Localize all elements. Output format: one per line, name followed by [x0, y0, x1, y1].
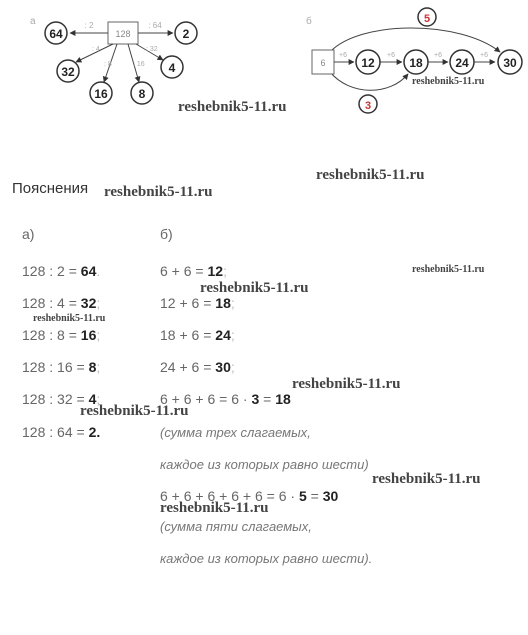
- col-a-line: 128 : 16 = 8;: [22, 359, 101, 375]
- watermark: reshebnik5-11.ru: [372, 471, 481, 487]
- watermark: reshebnik5-11.ru: [80, 403, 189, 419]
- edge-label-4: : 4: [92, 46, 100, 53]
- col-b-line: 12 + 6 = 18;: [160, 295, 235, 311]
- step-label-2: +6: [387, 52, 395, 59]
- step-label-1: +6: [339, 52, 347, 59]
- watermark: reshebnik5-11.ru: [178, 99, 287, 115]
- node-24: 24: [455, 56, 469, 70]
- center-value: 128: [115, 29, 131, 39]
- node-8: 8: [138, 87, 146, 101]
- bottom-arc: [330, 72, 408, 90]
- note-five-terms: (сумма пяти слагаемых,: [160, 519, 312, 534]
- watermark: reshebnik5-11.ru: [104, 184, 213, 200]
- watermark: reshebnik5-11.ru: [412, 76, 485, 87]
- node-2: 2: [182, 27, 190, 41]
- diagram-a-label: a: [30, 16, 36, 27]
- edge-label-32: : 32: [146, 46, 158, 53]
- node-64: 64: [49, 27, 63, 41]
- watermark: reshebnik5-11.ru: [160, 500, 269, 516]
- step-label-3: +6: [434, 52, 442, 59]
- node-4: 4: [168, 61, 176, 75]
- col-b-line: 24 + 6 = 30;: [160, 359, 235, 375]
- explanations-heading: Пояснения: [12, 180, 89, 197]
- watermark: reshebnik5-11.ru: [292, 376, 401, 392]
- col-a-line: 128 : 2 = 64.: [22, 263, 101, 279]
- start-value: 6: [320, 58, 326, 68]
- top-arc: [330, 28, 500, 52]
- col-a-line: 128 : 8 = 16;: [22, 327, 101, 343]
- watermark: reshebnik5-11.ru: [412, 264, 485, 275]
- top-count: 5: [423, 13, 431, 25]
- diagram-b: [306, 8, 522, 113]
- node-30: 30: [503, 56, 517, 70]
- node-32: 32: [61, 65, 75, 79]
- edge-label-2: : 2: [84, 21, 94, 30]
- col-b-line: 6 + 6 = 12;: [160, 263, 227, 279]
- watermark: reshebnik5-11.ru: [316, 167, 425, 183]
- note-three-terms-cont: каждое из которых равно шести): [160, 457, 369, 472]
- note-five-terms-cont: каждое из которых равно шести).: [160, 551, 373, 566]
- step-label-4: +6: [480, 52, 488, 59]
- diagram-a: [30, 16, 197, 104]
- note-three-terms: (сумма трех слагаемых,: [160, 425, 311, 440]
- edge-label-8: : 8: [104, 61, 112, 68]
- col-b-label: б): [160, 226, 173, 242]
- col-a-line: 128 : 64 = 2.: [22, 424, 101, 440]
- col-a-line: 128 : 32 = 4;: [22, 391, 101, 407]
- node-16: 16: [94, 87, 108, 101]
- col-b-line: 6 + 6 + 6 + 6 + 6 = 6 · 5 = 30: [160, 488, 339, 504]
- node-12: 12: [361, 56, 375, 70]
- bottom-count: 3: [364, 100, 372, 112]
- watermark: reshebnik5-11.ru: [200, 280, 309, 296]
- col-b-line: 6 + 6 + 6 = 6 · 3 = 18: [160, 391, 291, 407]
- col-a-line: 128 : 4 = 32;: [22, 295, 101, 311]
- watermark: reshebnik5-11.ru: [33, 313, 106, 324]
- col-a-label: а): [22, 226, 35, 242]
- node-18: 18: [409, 56, 423, 70]
- edge-label-64: : 64: [148, 21, 162, 30]
- diagram-b-label: б: [306, 16, 312, 27]
- edge-label-16: : 16: [133, 61, 145, 68]
- col-b-line: 18 + 6 = 24;: [160, 327, 235, 343]
